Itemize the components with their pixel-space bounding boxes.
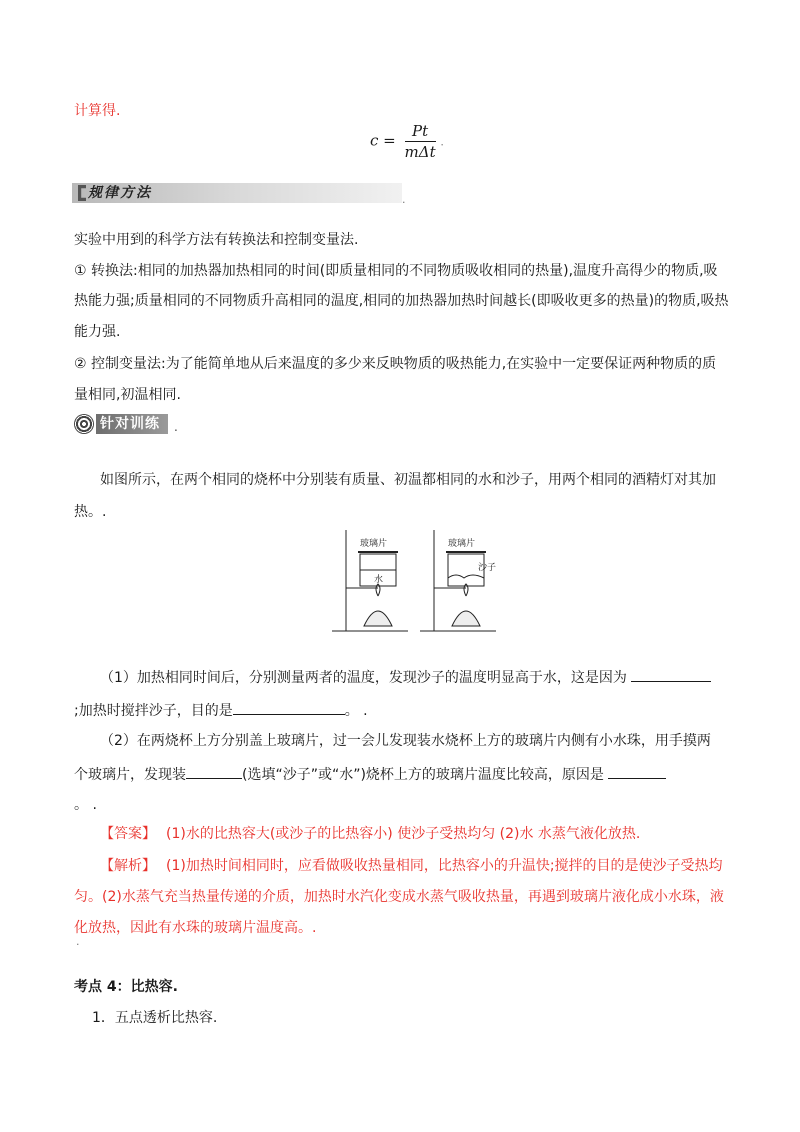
question2-line2 — [74, 762, 800, 786]
glass-label-right: 玻璃片 — [448, 539, 476, 549]
method-section-trail: . — [402, 193, 406, 206]
formula-trail: . — [440, 135, 444, 149]
method-item1-line1: ① 转换法:相同的加热器加热相同的时间(即质量相同的不同物质吸收相同的热量),温度升高得少的物质,吸 — [74, 263, 718, 279]
formula-fraction — [405, 122, 436, 161]
question1-line1 — [100, 665, 800, 689]
question2-line3: 。 . — [74, 797, 97, 813]
analysis-tag: 【解析】 — [100, 858, 156, 874]
method-item1-line2: 热能力强;质量相同的不同物质升高相同的温度,相同的加热器加热时间越长(即吸收更多的热量)的物质,吸热 — [74, 293, 729, 309]
analysis-line3: 化放热，因此有水珠的玻璃片温度高。. — [74, 920, 317, 936]
question1-end: 。 . — [344, 703, 368, 719]
method-item2-line2: 量相同,初温相同. — [74, 387, 181, 403]
left-lamp — [364, 611, 392, 626]
question1-text: （1）加热相同时间后，分别测量两者的温度，发现沙子的温度明显高于水，这是因为 — [100, 670, 627, 686]
specific-heat-formula — [370, 122, 444, 161]
right-sand-surface — [448, 575, 484, 578]
water-label: 水 — [374, 575, 384, 585]
sand-label: 沙子 — [478, 563, 497, 573]
methods-intro: 实验中用到的科学方法有转换法和控制变量法. — [74, 232, 359, 248]
stray-dot: · — [76, 938, 80, 951]
glass-label-left: 玻璃片 — [360, 539, 388, 549]
question1-line2 — [74, 698, 784, 722]
answer-text: (1)水的比热容大(或沙子的比热容小) 使沙子受热均匀 (2)水 水蒸气液化放热. — [166, 826, 641, 842]
method-item1-line3: 能力强. — [74, 324, 121, 340]
formula-numerator: Pt — [405, 122, 436, 142]
answer-line — [100, 823, 784, 845]
target-icon — [74, 414, 94, 434]
right-lamp — [452, 611, 480, 626]
formula-denominator: mΔt — [404, 143, 436, 161]
answer-tag: 【答案】 — [100, 826, 156, 842]
bracket-icon — [78, 185, 86, 201]
analysis-line1 — [100, 855, 784, 877]
training-section-title: 针对训练 — [96, 414, 168, 434]
analysis-line2: 匀。(2)水蒸气充当热量传递的介质，加热时水汽化变成水蒸气吸收热量，再遇到玻璃片液化成小水珠，液 — [74, 889, 724, 905]
problem-stem-line2: 热。. — [74, 504, 107, 520]
question1-blank2[interactable] — [233, 698, 345, 715]
item-one: 1．五点透析比热容. — [92, 1010, 218, 1026]
question2-text: 个玻璃片，发现装 — [74, 767, 186, 783]
kaodian-title: 考点 4：比热容. — [74, 979, 178, 995]
analysis-text1: (1)加热时间相同时，应看做吸收热量相同，比热容小的升温快;搅拌的目的是使沙子受热均 — [166, 858, 723, 874]
problem-stem-line1: 如图所示，在两个相同的烧杯中分别装有质量、初温都相同的水和沙子，用两个相同的酒精灯对其加 — [100, 472, 716, 488]
question2-blank1[interactable] — [186, 762, 242, 779]
beaker-experiment-figure — [330, 526, 498, 638]
method-section-title: 规律方法 — [88, 185, 152, 201]
question1-text2: ;加热时搅拌沙子，目的是 — [74, 703, 233, 719]
training-section-trail: . — [174, 420, 178, 434]
formula-lhs: c = — [370, 131, 396, 150]
question1-blank1[interactable] — [631, 665, 711, 682]
question2-text2: (选填“沙子”或“水”)烧杯上方的玻璃片温度比较高，原因是 — [242, 767, 604, 783]
calc-text: 计算得. — [74, 103, 121, 119]
question2-blank2[interactable] — [608, 762, 666, 779]
method-section-header — [72, 183, 402, 203]
question2-line1: （2）在两烧杯上方分别盖上玻璃片，过一会儿发现装水烧杯上方的玻璃片内侧有小水珠，用手摸两 — [100, 733, 711, 749]
method-item2-line1: ② 控制变量法:为了能简单地从后来温度的多少来反映物质的吸热能力,在实验中一定要保证两种物质的质 — [74, 356, 717, 372]
